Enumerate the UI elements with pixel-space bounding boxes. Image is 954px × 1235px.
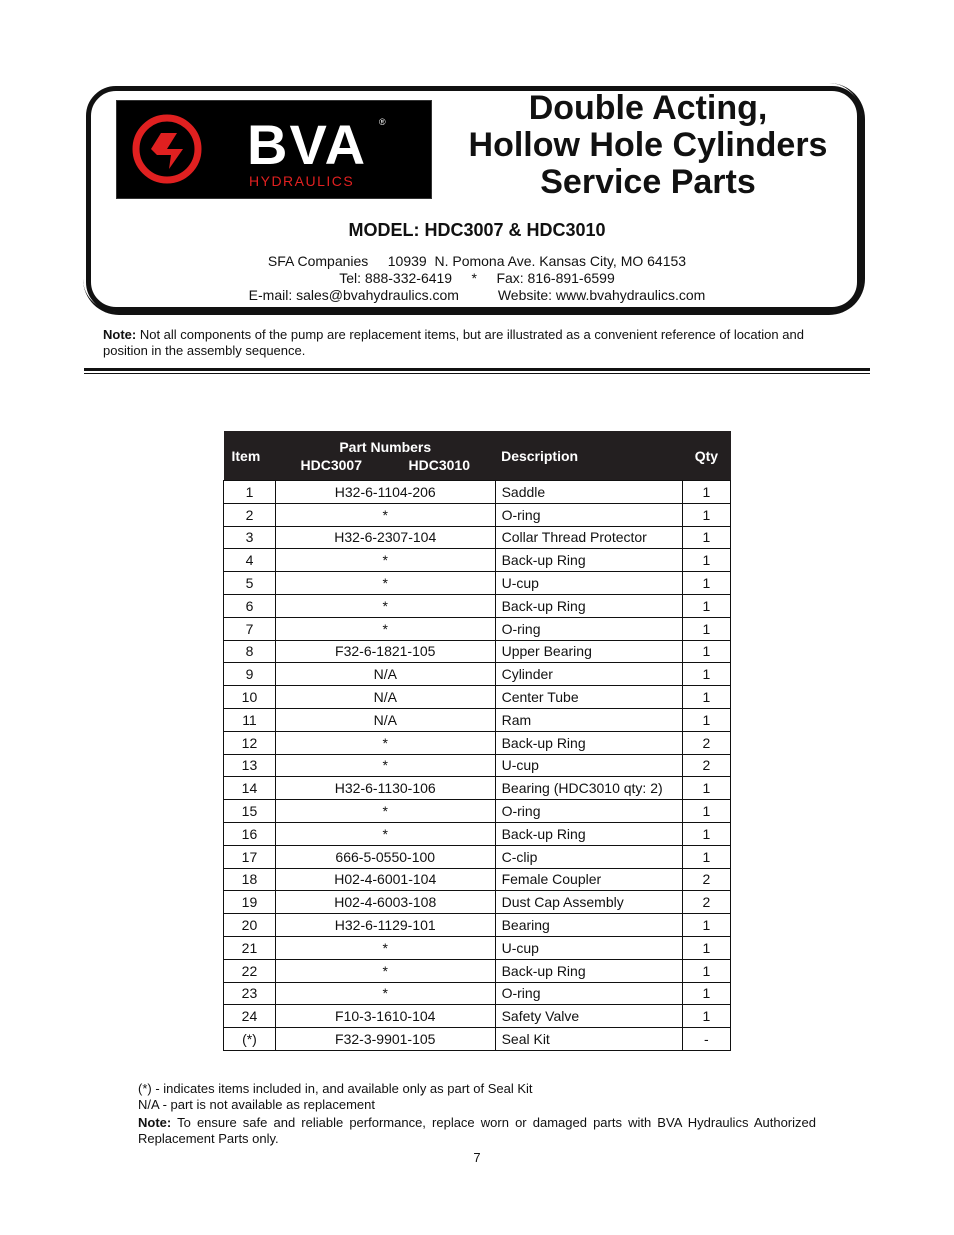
cell-part-number: * [275, 982, 495, 1005]
cell-item: 3 [224, 526, 276, 549]
parts-table-body [224, 481, 731, 1051]
cell-item: 17 [224, 845, 276, 868]
na-note: N/A - part is not available as replacement [138, 1097, 376, 1112]
table-row [224, 822, 731, 845]
cell-qty: 1 [682, 708, 730, 731]
cell-qty: 2 [682, 731, 730, 754]
cell-description: Back-up Ring [495, 549, 682, 572]
cell-description: Collar Thread Protector [495, 526, 682, 549]
cell-qty: 1 [682, 572, 730, 595]
cell-part-number: * [275, 936, 495, 959]
cell-qty: 1 [682, 640, 730, 663]
cell-description: Back-up Ring [495, 594, 682, 617]
cell-item: 13 [224, 754, 276, 777]
cell-qty: 1 [682, 845, 730, 868]
table-row [224, 891, 731, 914]
cell-part-number: * [275, 617, 495, 640]
cell-item: 18 [224, 868, 276, 891]
logo-subtext: HYDRAULICS [249, 173, 355, 189]
header-qty: Qty [682, 431, 730, 481]
cell-qty: 2 [682, 868, 730, 891]
cell-qty: 1 [682, 777, 730, 800]
cell-qty: 1 [682, 914, 730, 937]
cell-description: Bearing (HDC3010 qty: 2) [495, 777, 682, 800]
cell-item: 19 [224, 891, 276, 914]
cell-item: 4 [224, 549, 276, 572]
table-row [224, 503, 731, 526]
top-note [103, 327, 828, 359]
cell-description: O-ring [495, 982, 682, 1005]
cell-part-number: * [275, 959, 495, 982]
table-row [224, 1005, 731, 1028]
title-line-3: Service Parts [540, 163, 756, 201]
cell-item: 14 [224, 777, 276, 800]
cell-part-number: 666-5-0550-100 [275, 845, 495, 868]
cell-qty: 1 [682, 549, 730, 572]
logo-wordmark: BVA [247, 113, 368, 176]
table-row [224, 481, 731, 504]
cell-description: Cylinder [495, 663, 682, 686]
cell-qty: 1 [682, 800, 730, 823]
cell-part-number: H32-6-1129-101 [275, 914, 495, 937]
cell-part-number: * [275, 822, 495, 845]
table-row [224, 845, 731, 868]
cell-description: O-ring [495, 617, 682, 640]
cell-item: 23 [224, 982, 276, 1005]
cell-part-number: * [275, 800, 495, 823]
cell-item: 1 [224, 481, 276, 504]
cell-qty: 2 [682, 754, 730, 777]
cell-qty: - [682, 1028, 730, 1051]
bottom-note-text: To ensure safe and reliable performance, replace worn or damaged parts with BVA Hydraulics Authorized Replacement Parts only. [138, 1115, 816, 1146]
cell-item: 2 [224, 503, 276, 526]
cell-part-number: F32-3-9901-105 [275, 1028, 495, 1051]
table-row [224, 800, 731, 823]
cell-part-number: N/A [275, 708, 495, 731]
cell-description: Back-up Ring [495, 959, 682, 982]
bva-emblem-icon [131, 113, 203, 185]
cell-description: C-clip [495, 845, 682, 868]
cell-qty: 1 [682, 936, 730, 959]
cell-item: 9 [224, 663, 276, 686]
cell-qty: 1 [682, 526, 730, 549]
cell-item: 10 [224, 686, 276, 709]
table-row [224, 914, 731, 937]
table-row [224, 663, 731, 686]
table-row [224, 640, 731, 663]
table-row [224, 754, 731, 777]
cell-description: O-ring [495, 503, 682, 526]
cell-part-number: N/A [275, 686, 495, 709]
cell-part-number: * [275, 731, 495, 754]
table-row [224, 868, 731, 891]
cell-item: 24 [224, 1005, 276, 1028]
cell-qty: 1 [682, 686, 730, 709]
table-row [224, 526, 731, 549]
cell-part-number: F10-3-1610-104 [275, 1005, 495, 1028]
cell-qty: 1 [682, 617, 730, 640]
cell-description: U-cup [495, 754, 682, 777]
cell-item: 7 [224, 617, 276, 640]
seal-kit-note: (*) - indicates items included in, and available only as part of Seal Kit [138, 1081, 533, 1096]
bva-logo [116, 100, 432, 199]
cell-description: Female Coupler [495, 868, 682, 891]
table-header-row-1 [224, 431, 731, 456]
table-row [224, 936, 731, 959]
logo-registered-mark: ® [379, 117, 386, 127]
cell-item: 15 [224, 800, 276, 823]
cell-part-number: * [275, 572, 495, 595]
header-part-numbers: Part Numbers [275, 431, 495, 456]
title-line-2: Hollow Hole Cylinders [468, 126, 828, 164]
cell-qty: 1 [682, 663, 730, 686]
cell-qty: 1 [682, 503, 730, 526]
cell-qty: 1 [682, 594, 730, 617]
cell-part-number: H02-4-6003-108 [275, 891, 495, 914]
cell-description: Dust Cap Assembly [495, 891, 682, 914]
header-item: Item [224, 431, 276, 481]
cell-part-number: F32-6-1821-105 [275, 640, 495, 663]
cell-item: 12 [224, 731, 276, 754]
cell-item: 5 [224, 572, 276, 595]
title-line-1: Double Acting, [528, 89, 768, 127]
cell-description: Saddle [495, 481, 682, 504]
cell-qty: 1 [682, 481, 730, 504]
table-row [224, 731, 731, 754]
cell-description: Bearing [495, 914, 682, 937]
cell-part-number: * [275, 594, 495, 617]
cell-item: 22 [224, 959, 276, 982]
cell-description: Back-up Ring [495, 822, 682, 845]
header-description: Description [495, 431, 682, 481]
cell-description: Upper Bearing [495, 640, 682, 663]
cell-part-number: H32-6-2307-104 [275, 526, 495, 549]
cell-qty: 2 [682, 891, 730, 914]
table-row [224, 572, 731, 595]
table-row [224, 617, 731, 640]
header-models [275, 456, 495, 481]
table-row [224, 777, 731, 800]
company-address: SFA Companies 10939 N. Pomona Ave. Kansas City, MO 64153 [267, 253, 687, 269]
cell-description: U-cup [495, 572, 682, 595]
cell-description: Ram [495, 708, 682, 731]
cell-qty: 1 [682, 959, 730, 982]
top-note-text: Not all components of the pump are replacement items, but are illustrated as a convenient reference of location and position in the assembly sequence. [103, 327, 804, 358]
table-row [224, 594, 731, 617]
header-hdc3007: HDC3007 [300, 457, 362, 473]
cell-part-number: * [275, 503, 495, 526]
divider-thin [84, 373, 870, 374]
cell-description: Safety Valve [495, 1005, 682, 1028]
table-row [224, 549, 731, 572]
cell-item: 16 [224, 822, 276, 845]
cell-description: Center Tube [495, 686, 682, 709]
parts-table [223, 431, 731, 1051]
table-row [224, 959, 731, 982]
cell-part-number: H02-4-6001-104 [275, 868, 495, 891]
cell-part-number: H32-6-1104-206 [275, 481, 495, 504]
cell-part-number: * [275, 549, 495, 572]
cell-part-number: N/A [275, 663, 495, 686]
bottom-note [138, 1115, 816, 1147]
phone-fax: Tel: 888-332-6419 * Fax: 816-891-6599 [339, 270, 615, 286]
cell-item: (*) [224, 1028, 276, 1051]
cell-item: 21 [224, 936, 276, 959]
cell-item: 8 [224, 640, 276, 663]
table-row [224, 1028, 731, 1051]
cell-description: O-ring [495, 800, 682, 823]
page-title [450, 90, 846, 201]
cell-part-number: * [275, 754, 495, 777]
email-website: E-mail: sales@bvahydraulics.com Website: www.bvahydraulics.com [248, 287, 706, 303]
cell-qty: 1 [682, 982, 730, 1005]
bottom-note-label: Note: [138, 1115, 172, 1130]
model-heading: MODEL: HDC3007 & HDC3010 [348, 220, 606, 240]
cell-qty: 1 [682, 1005, 730, 1028]
table-row [224, 708, 731, 731]
cell-item: 6 [224, 594, 276, 617]
cell-item: 20 [224, 914, 276, 937]
divider-thick [84, 368, 870, 371]
table-row [224, 686, 731, 709]
top-note-label: Note: [103, 327, 137, 342]
cell-part-number: H32-6-1130-106 [275, 777, 495, 800]
cell-item: 11 [224, 708, 276, 731]
header-hdc3010: HDC3010 [408, 457, 470, 473]
page-number: 7 [473, 1150, 481, 1165]
cell-description: Seal Kit [495, 1028, 682, 1051]
cell-description: U-cup [495, 936, 682, 959]
table-row [224, 982, 731, 1005]
cell-description: Back-up Ring [495, 731, 682, 754]
cell-qty: 1 [682, 822, 730, 845]
